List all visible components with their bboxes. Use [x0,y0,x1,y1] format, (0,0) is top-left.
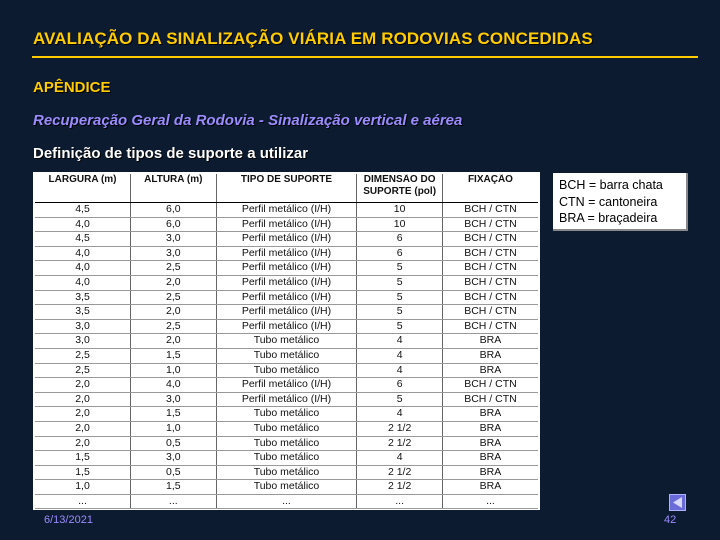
cell-support-dimension: 2 1/2 [357,436,443,451]
cell-support-type: Perfil metálico (I/H) [216,203,357,218]
cell-height: 6,0 [131,217,217,232]
cell-support-type: Perfil metálico (I/H) [216,290,357,305]
cell-support-dimension: 10 [357,217,443,232]
cell-fixation: BCH / CTN [442,217,538,232]
table-row [35,465,538,480]
table-row [35,421,538,436]
cell-fixation: BCH / CTN [442,319,538,334]
appendix-heading: APÊNDICE [33,79,111,96]
cell-fixation: BCH / CTN [442,275,538,290]
column-header-fixation: FIXAÇÃO [442,174,538,203]
cell-support-dimension: 4 [357,363,443,378]
cell-height: 1,5 [131,348,217,363]
cell-width: 2,5 [35,363,131,378]
table-header-row [35,174,538,203]
table-row [35,261,538,276]
table-row [35,480,538,495]
cell-width: 2,0 [35,436,131,451]
cell-height: 3,0 [131,246,217,261]
cell-width: 3,0 [35,319,131,334]
legend-item: BRA = braçadeira [559,211,658,225]
cell-height: 2,5 [131,290,217,305]
cell-width: 1,5 [35,451,131,466]
previous-slide-button[interactable] [669,494,686,511]
cell-support-dimension: 4 [357,348,443,363]
cell-height: 1,0 [131,421,217,436]
cell-width: 2,0 [35,421,131,436]
cell-support-dimension: 5 [357,261,443,276]
cell-fixation: BCH / CTN [442,305,538,320]
table-row [35,334,538,349]
cell-support-type: Perfil metálico (I/H) [216,217,357,232]
cell-height: 2,5 [131,261,217,276]
abbreviation-legend [553,173,688,231]
cell-support-dimension: 4 [357,407,443,422]
cell-support-dimension: 5 [357,275,443,290]
cell-support-type: Tubo metálico [216,334,357,349]
cell-height: 3,0 [131,451,217,466]
cell-support-type: Tubo metálico [216,480,357,495]
cell-width: 2,5 [35,348,131,363]
cell-height: 6,0 [131,203,217,218]
cell-fixation: BCH / CTN [442,378,538,393]
cell-width: 2,0 [35,378,131,393]
cell-support-type: Perfil metálico (I/H) [216,305,357,320]
cell-fixation: BCH / CTN [442,290,538,305]
cell-fixation: BRA [442,465,538,480]
cell-height: 2,5 [131,319,217,334]
table-row [35,407,538,422]
cell-height: 2,0 [131,275,217,290]
cell-fixation: BRA [442,436,538,451]
cell-support-dimension: 2 1/2 [357,480,443,495]
column-header-height: ALTURA (m) [131,174,217,203]
triangle-left-icon [670,495,685,510]
cell-support-type: Perfil metálico (I/H) [216,246,357,261]
column-header-support-dimension: DIMENSÃO DO SUPORTE (pol) [357,174,443,203]
slide-title: AVALIAÇÃO DA SINALIZAÇÃO VIÁRIA EM RODOVIAS CONCEDIDAS [33,29,593,48]
cell-height: 2,0 [131,305,217,320]
table-row [35,217,538,232]
cell-width: 2,0 [35,407,131,422]
table-row [35,305,538,320]
table-row [35,436,538,451]
table-row [35,290,538,305]
legend-item: CTN = cantoneira [559,194,658,209]
cell-support-type: Perfil metálico (I/H) [216,275,357,290]
cell-support-dimension: 5 [357,392,443,407]
section-subtitle: Recuperação Geral da Rodovia - Sinalização vertical e aérea [33,112,463,129]
cell-support-type: Perfil metálico (I/H) [216,378,357,393]
support-table [35,174,538,509]
cell-width: 3,5 [35,305,131,320]
cell-fixation: BCH / CTN [442,203,538,218]
table-row [35,348,538,363]
cell-height: 3,0 [131,392,217,407]
cell-support-dimension: 10 [357,203,443,218]
table-row [35,494,538,509]
cell-support-dimension: 6 [357,378,443,393]
column-header-width: LARGURA (m) [35,174,131,203]
cell-fixation: BRA [442,451,538,466]
cell-height: 1,5 [131,480,217,495]
cell-height: 0,5 [131,465,217,480]
cell-width: 4,0 [35,246,131,261]
cell-width: 4,5 [35,203,131,218]
cell-support-dimension: 4 [357,334,443,349]
cell-width: 4,0 [35,261,131,276]
table-row [35,246,538,261]
cell-height: 2,0 [131,334,217,349]
title-divider [32,56,698,58]
cell-fixation: BCH / CTN [442,261,538,276]
table-row [35,232,538,247]
cell-support-dimension: 6 [357,246,443,261]
cell-fixation: BCH / CTN [442,392,538,407]
cell-fixation: BRA [442,334,538,349]
cell-width: 1,0 [35,480,131,495]
cell-height: ... [131,494,217,509]
support-table-container [33,172,540,510]
column-header-support-type: TIPO DE SUPORTE [216,174,357,203]
cell-width: 2,0 [35,392,131,407]
cell-fixation: BRA [442,421,538,436]
cell-support-dimension: 6 [357,232,443,247]
table-row [35,392,538,407]
cell-width: 3,5 [35,290,131,305]
cell-support-type: Perfil metálico (I/H) [216,392,357,407]
cell-support-type: Perfil metálico (I/H) [216,319,357,334]
cell-width: 4,0 [35,275,131,290]
cell-support-type: Tubo metálico [216,363,357,378]
table-row [35,451,538,466]
table-row [35,378,538,393]
cell-fixation: BRA [442,363,538,378]
cell-height: 0,5 [131,436,217,451]
cell-support-dimension: 5 [357,305,443,320]
cell-support-dimension: 5 [357,319,443,334]
cell-fixation: BCH / CTN [442,232,538,247]
cell-fixation: BRA [442,348,538,363]
cell-support-dimension: 5 [357,290,443,305]
cell-width: 4,5 [35,232,131,247]
cell-height: 3,0 [131,232,217,247]
cell-fixation: ... [442,494,538,509]
cell-support-dimension: ... [357,494,443,509]
cell-fixation: BRA [442,407,538,422]
cell-support-dimension: 2 1/2 [357,421,443,436]
cell-support-type: Tubo metálico [216,407,357,422]
cell-width: 4,0 [35,217,131,232]
support-types-heading: Definição de tipos de suporte a utilizar [33,145,309,162]
table-row [35,319,538,334]
cell-support-type: Perfil metálico (I/H) [216,261,357,276]
cell-support-type: Tubo metálico [216,451,357,466]
cell-support-type: Tubo metálico [216,465,357,480]
cell-support-dimension: 4 [357,451,443,466]
cell-height: 4,0 [131,378,217,393]
cell-support-type: Tubo metálico [216,421,357,436]
cell-height: 1,5 [131,407,217,422]
cell-height: 1,0 [131,363,217,378]
table-row [35,275,538,290]
cell-support-type: Tubo metálico [216,436,357,451]
cell-width: ... [35,494,131,509]
page-number: 42 [664,514,677,526]
cell-fixation: BRA [442,480,538,495]
table-row [35,203,538,218]
cell-support-type: Perfil metálico (I/H) [216,232,357,247]
cell-width: 3,0 [35,334,131,349]
table-row [35,363,538,378]
legend-item: BCH = barra chata [559,178,663,192]
cell-fixation: BCH / CTN [442,246,538,261]
cell-support-type: Tubo metálico [216,348,357,363]
cell-width: 1,5 [35,465,131,480]
cell-support-dimension: 2 1/2 [357,465,443,480]
cell-support-type: ... [216,494,357,509]
footer-date: 6/13/2021 [44,514,93,526]
